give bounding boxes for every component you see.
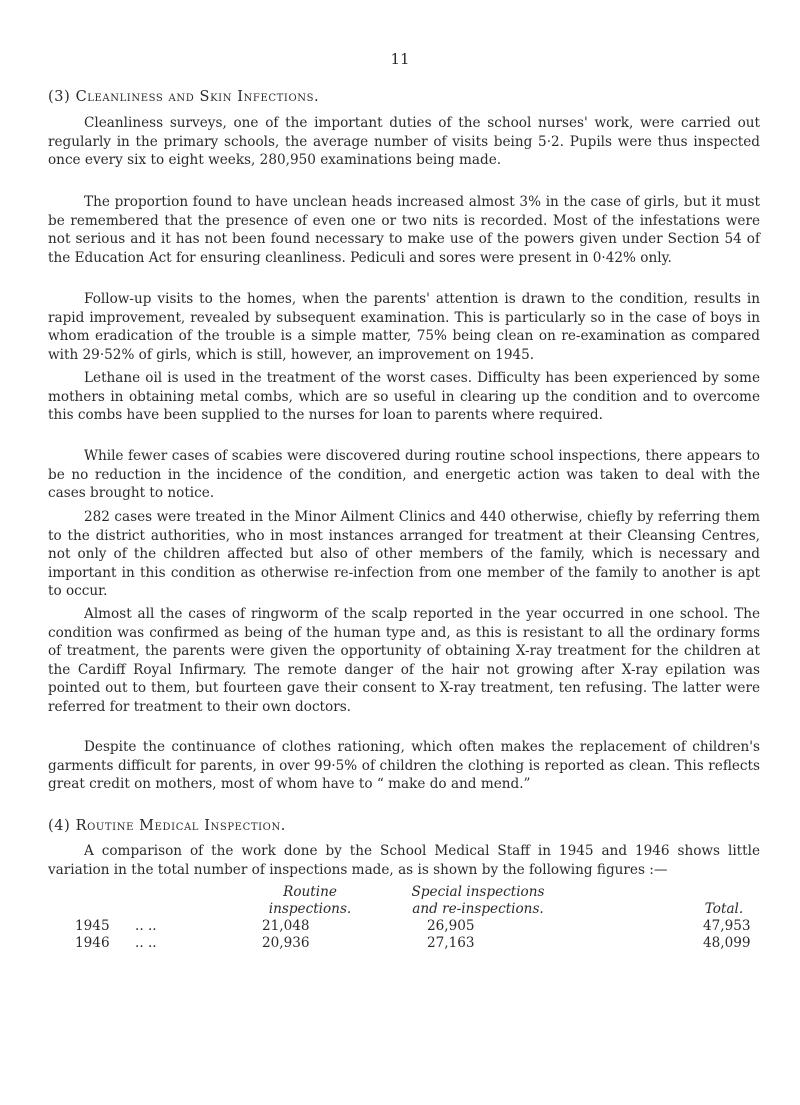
row-leader-dots: .. .. xyxy=(135,935,157,951)
header-routine-line-1: Routine xyxy=(283,884,337,900)
header-total: Total. xyxy=(704,901,744,917)
paragraph-cleanliness-surveys: Cleanliness surveys, one of the important duties of the school nurses' work, were carried out regularly in the primary schools, the average number of visits being 5·2. Pupils were thus inspected once every six to eight weeks, 280,950 examinations being made. xyxy=(48,115,760,168)
row-routine: 21,048 xyxy=(262,918,310,934)
row-year: 1946 xyxy=(75,935,110,951)
section-4-number: (4) xyxy=(48,818,71,834)
row-total: 47,953 xyxy=(703,918,751,934)
header-special xyxy=(388,884,568,918)
header-routine-line-2: inspections. xyxy=(268,901,352,917)
page-number: 11 xyxy=(390,50,410,68)
paragraph-scabies: While fewer cases of scabies were discovered during routine school inspections, there appears to be no reduction in the incidence of the condition, and energetic action was taken to deal with the cases brought to notice. xyxy=(48,448,760,501)
section-3-number: (3) xyxy=(48,89,71,105)
row-year: 1945 xyxy=(75,918,110,934)
header-special-line-1: Special inspections xyxy=(411,884,545,900)
paragraph-unclean-heads: The proportion found to have unclean heads increased almost 3% in the case of girls, but it must be remembered that the presence of even one or two nits is recorded. Most of the infestations were not serious and it has not been found necessary to make use of the powers given under Section 54 of the Education Act for ensuring cleanliness. Pediculi and sores were present in 0·42% only. xyxy=(48,194,760,266)
row-total: 48,099 xyxy=(703,935,751,951)
paragraph-lethane-oil: Lethane oil is used in the treatment of the worst cases. Difficulty has been experienced by some mothers in obtaining metal combs, which are so useful in clearing up the condition and to overcome this combs have been supplied to the nurses for loan to parents where required. xyxy=(48,370,760,423)
header-special-line-2: and re-inspections. xyxy=(412,901,544,917)
section-4-heading xyxy=(48,818,286,834)
paragraph-comparison: A comparison of the work done by the School Medical Staff in 1945 and 1946 shows little variation in the total number of inspections made, as is shown by the following figures :— xyxy=(48,843,760,878)
section-4-title: Routine Medical Inspection. xyxy=(75,818,287,834)
paragraph-minor-ailment-clinics: 282 cases were treated in the Minor Ailment Clinics and 440 otherwise, chiefly by referring them to the district authorities, who in most instances arranged for treatment at their Cleansing Centres, not only of the children affected but also of other members of the family, which is necessary and important in this condition as otherwise re-infection from one member of the family to another is apt to occur. xyxy=(48,509,760,599)
header-routine xyxy=(255,884,365,918)
row-special: 26,905 xyxy=(427,918,475,934)
row-leader-dots: .. .. xyxy=(135,918,157,934)
section-3-heading xyxy=(48,89,319,105)
paragraph-clothes-rationing: Despite the continuance of clothes rationing, which often makes the replacement of children's garments difficult for parents, in over 99·5% of children the clothing is reported as clean. This reflects great credit on mothers, most of whom have to “ make do and mend.” xyxy=(48,739,760,792)
section-3-title: Cleanliness and Skin Infections. xyxy=(75,89,320,105)
paragraph-ringworm: Almost all the cases of ringworm of the scalp reported in the year occurred in one school. The condition was confirmed as being of the human type and, as this is resistant to all the ordinary forms of treatment, the parents were given the opportunity of obtaining X-ray treatment for the children at the Cardiff Royal Infirmary. The remote danger of the hair not growing after X-ray epilation was pointed out to them, but fourteen gave their consent to X-ray treatment, ten refusing. The latter were referred for treatment to their own doctors. xyxy=(48,606,760,715)
paragraph-follow-up-visits: Follow-up visits to the homes, when the parents' attention is drawn to the condition, results in rapid improvement, revealed by subsequent examination. This is particularly so in the case of boys in whom eradication of the trouble is a simple matter, 75% being clean on re-examination as compared with 29·52% of girls, which is still, however, an improvement on 1945. xyxy=(48,291,760,363)
row-special: 27,163 xyxy=(427,935,475,951)
row-routine: 20,936 xyxy=(262,935,310,951)
